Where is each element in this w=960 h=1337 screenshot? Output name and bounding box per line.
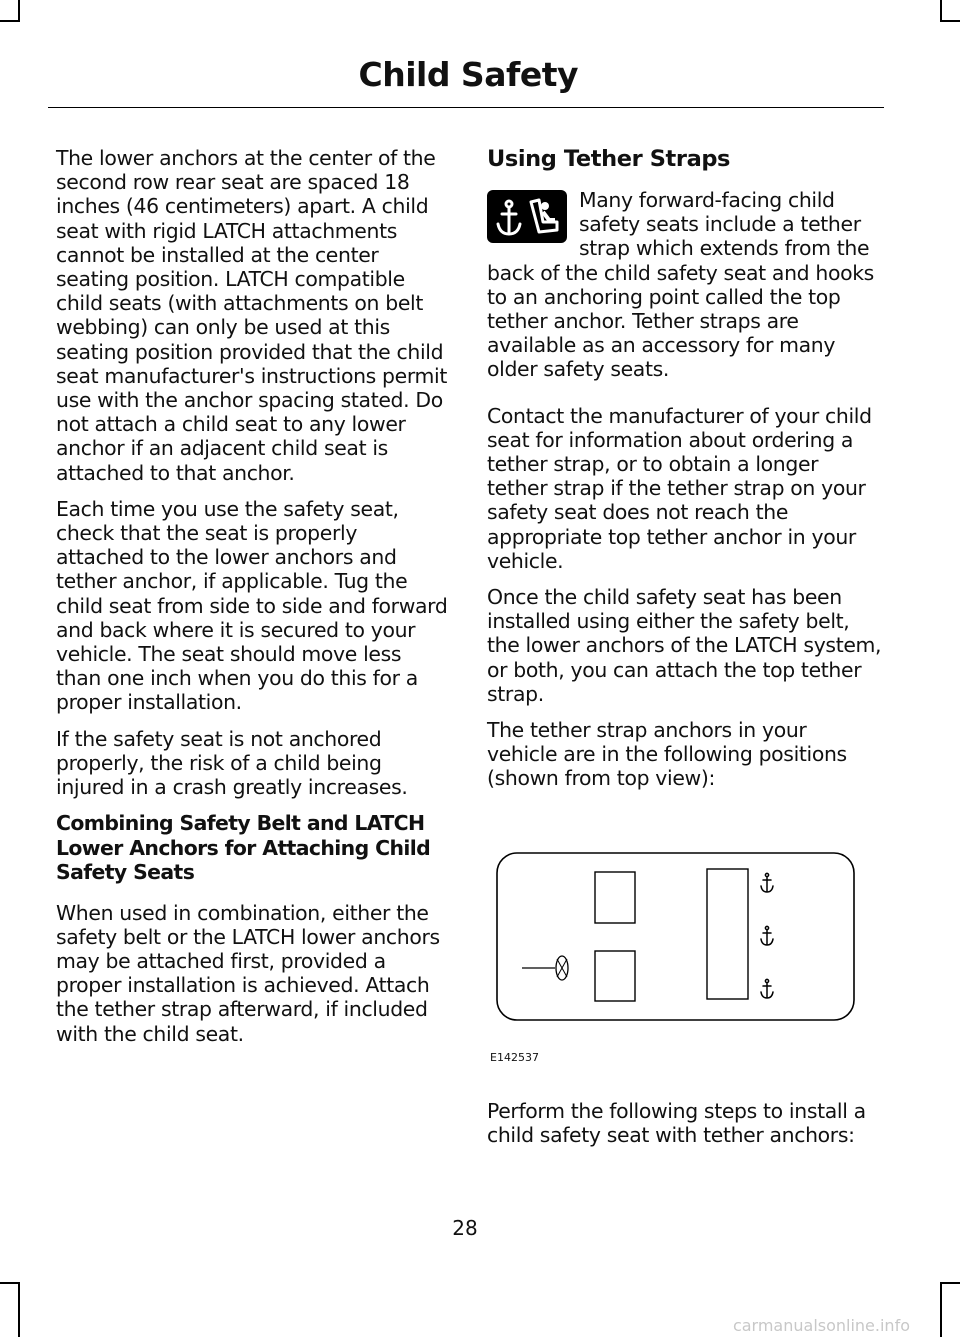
paragraph: The lower anchors at the center of the second row rear seat are spaced 18 inches (46 centimeters) apart. A child seat with rigid LATCH attachments cannot be installed at the center seating position. LATCH compatible child seats (with attachments on belt webbing) can only be used at this seating position provided that the child seat manufacturer's instructions permit use with the anchor spacing stated. Do not attach a child seat to any lower anchor if an adjacent child seat is attached to that anchor. [56, 146, 447, 485]
tether-intro [487, 188, 882, 382]
page-header-title: Child Safety [358, 55, 578, 94]
page-number: 28 [452, 1216, 478, 1240]
crop-mark [940, 0, 942, 20]
crop-mark [940, 20, 960, 22]
section-heading: Using Tether Straps [487, 146, 731, 172]
crop-mark [940, 1282, 942, 1337]
paragraph: Contact the manufacturer of your child seat for information about ordering a tether strap, or to obtain a longer tether strap if the tether strap on your safety seat does not reach the appropriate top tether anchor in your vehicle. [487, 403, 872, 573]
paragraph: If the safety seat is not anchored properly, the risk of a child being injured in a crash greatly increases. [56, 726, 408, 800]
crop-mark [0, 1282, 20, 1284]
paragraph: Each time you use the safety seat, check that the seat is properly attached to the lower anchors and tether anchor, if applicable. Tug the child seat from side to side and forward and back where it is secured to your vehicle. The seat should move less than one inch when you do this for a proper installation. [56, 496, 448, 715]
footer-watermark: carmanualsonline.info [732, 1316, 910, 1335]
paragraph: Once the child safety seat has been installed using either the safety belt, the lower anchors of the LATCH system, or both, you can attach the top tether strap. [487, 585, 882, 706]
vehicle-top-view [487, 841, 867, 1041]
figure-code: E142537 [490, 1050, 539, 1064]
paragraph: The tether strap anchors in your vehicle are in the following positions (shown from top view): [487, 718, 847, 791]
paragraph: When used in combination, either the safety belt or the LATCH lower anchors may be attached first, provided a proper installation is achieved. Attach the tether strap afterward, if included with the child seat. [56, 900, 440, 1046]
crop-mark [0, 20, 20, 22]
crop-mark [18, 0, 20, 20]
crop-mark [940, 1282, 960, 1284]
left-column [56, 146, 448, 1058]
child-seat-tether-icon [487, 190, 567, 243]
right-column [487, 146, 882, 1159]
paragraph: Perform the following steps to install a child safety seat with tether anchors: [487, 1098, 866, 1147]
tether-anchor-diagram [487, 841, 882, 1071]
crop-mark [18, 1282, 20, 1337]
header-rule [48, 107, 884, 108]
section-subheading: Combining Safety Belt and LATCH Lower Anchors for Attaching Child Safety Seats [56, 811, 431, 885]
paragraph: Many forward-facing child safety seats include a tether strap which extends from the back of the child safety seat and hooks to an anchoring point called the top tether anchor. Tether straps are available as an accessory for many older safety seats. [487, 188, 874, 382]
